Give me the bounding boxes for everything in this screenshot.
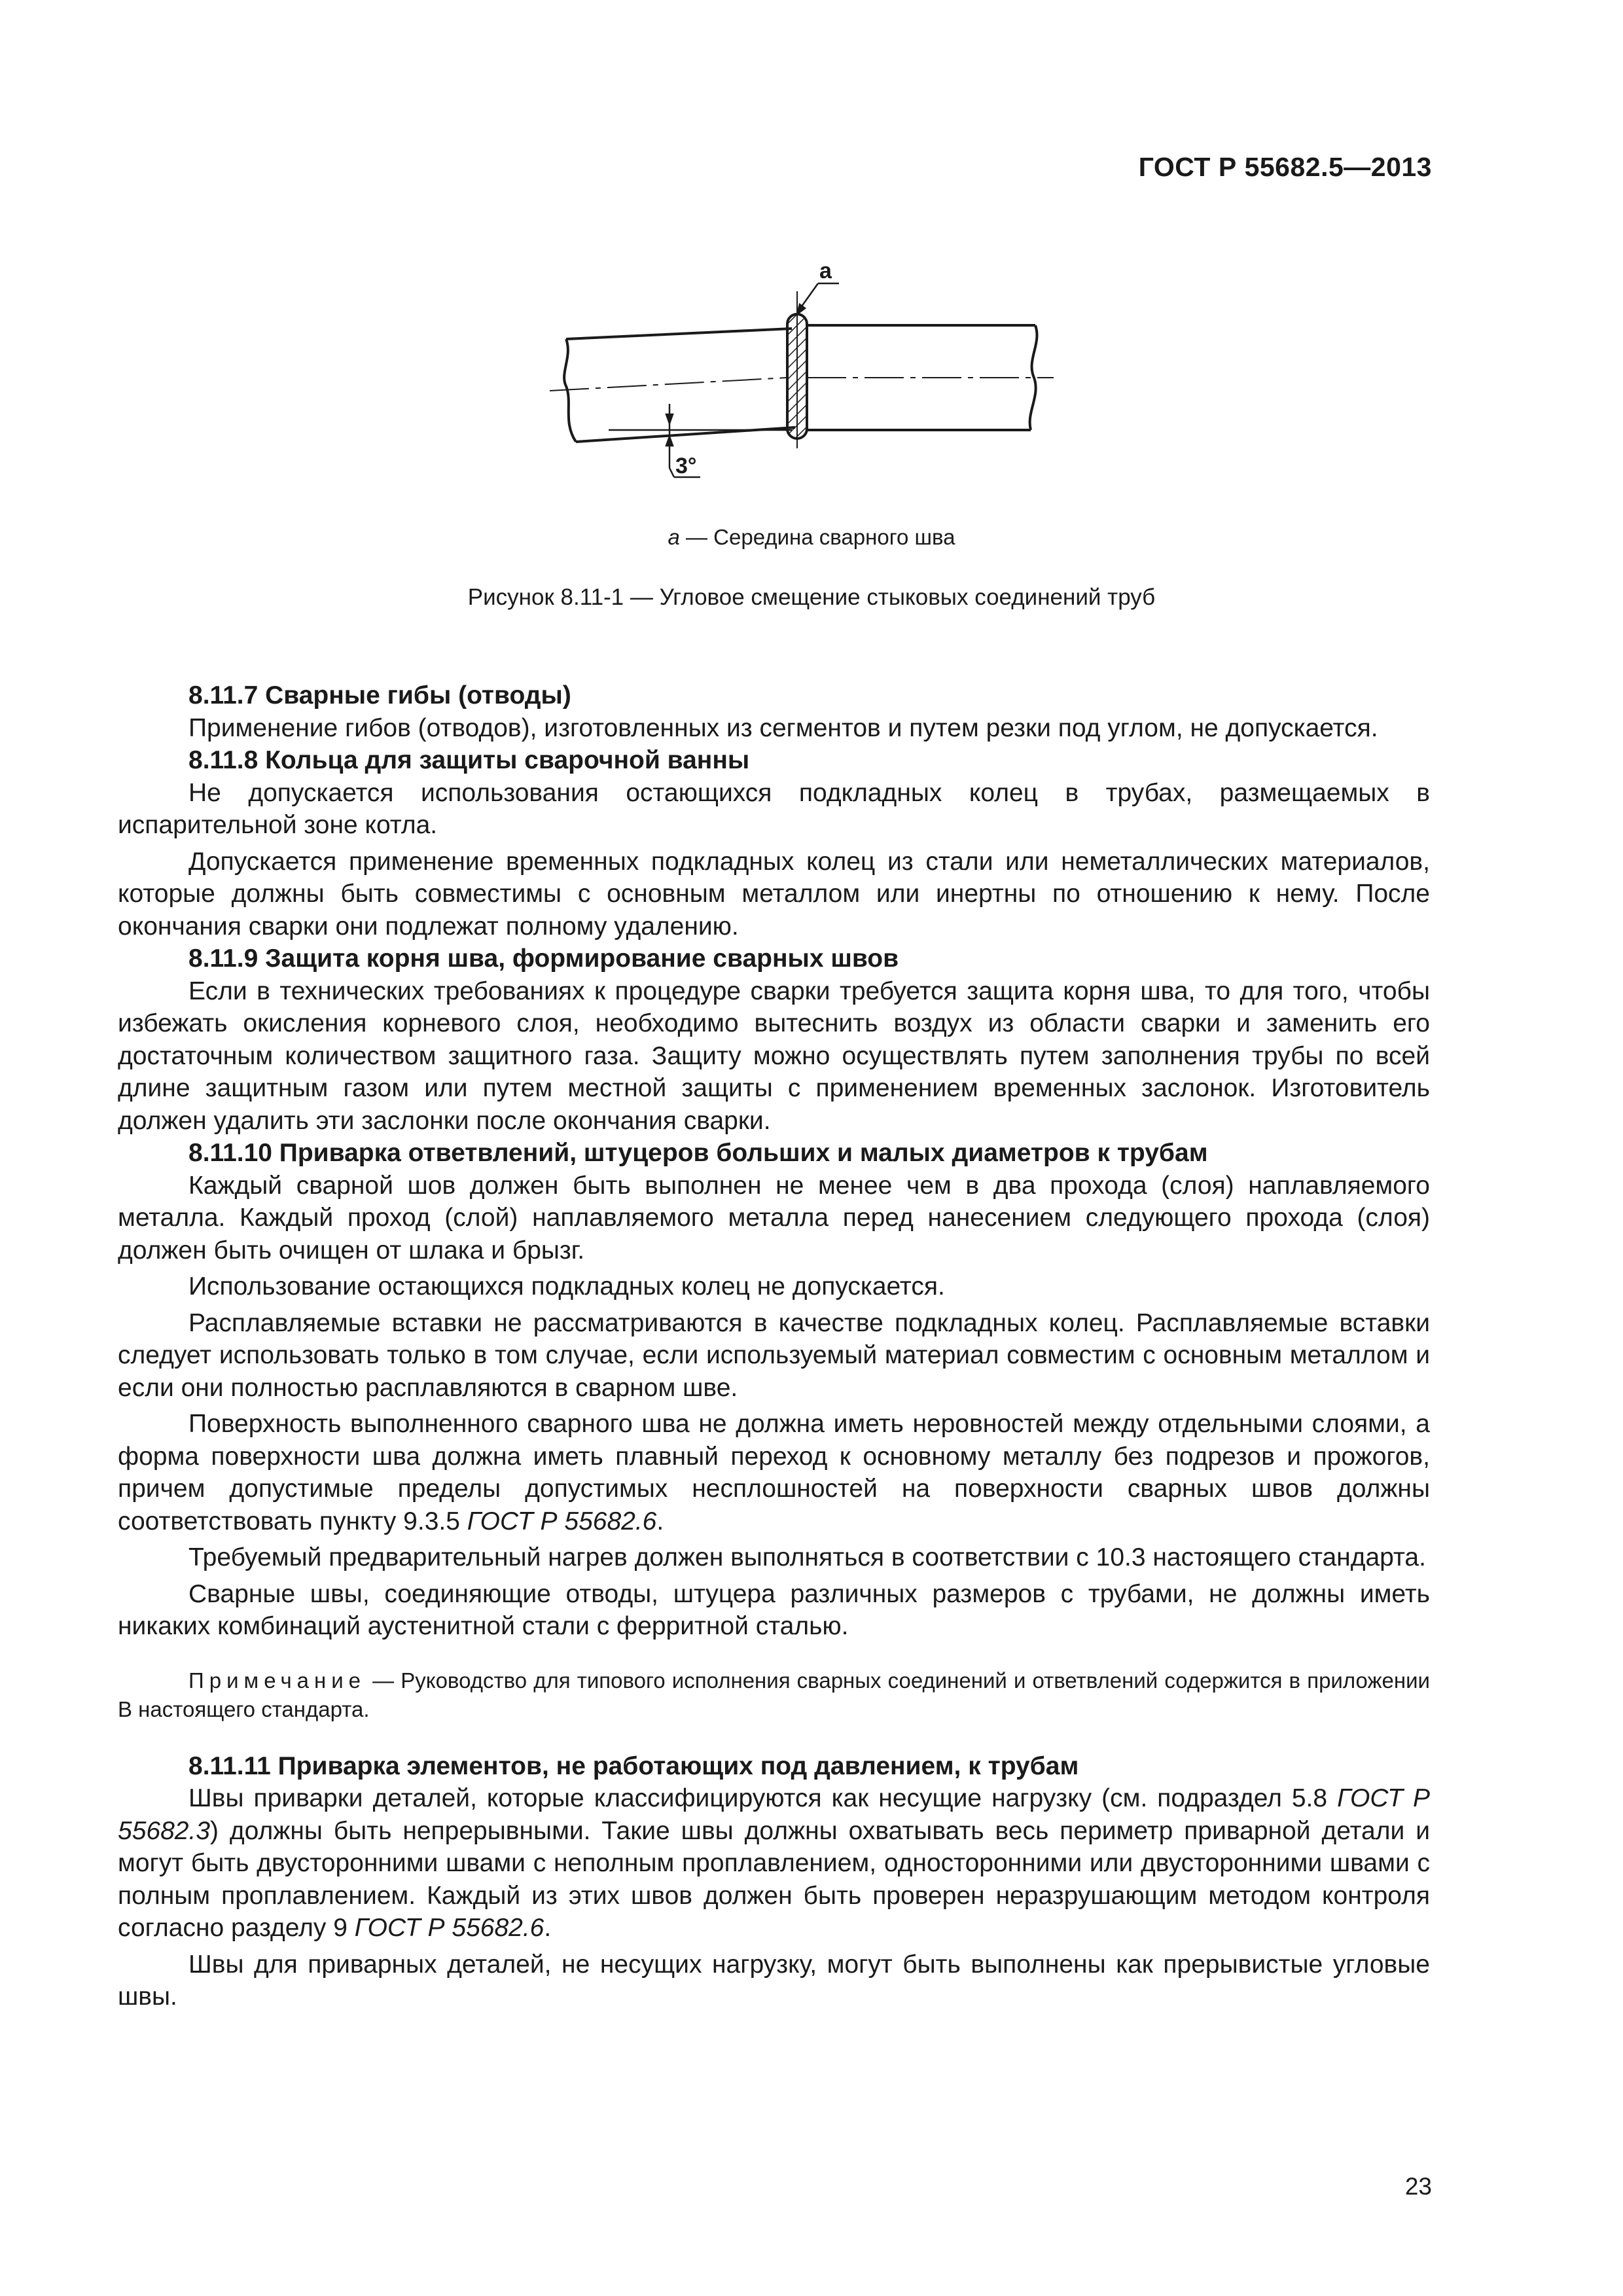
left-pipe bbox=[564, 329, 795, 442]
page-number: 23 bbox=[1404, 2173, 1432, 2200]
paragraph: Требуемый предварительный нагрев должен выполняться в соответствии с 10.3 настоящего стандарта. bbox=[188, 1543, 1426, 1571]
paragraph bbox=[118, 1408, 1430, 1537]
document-header: ГОСТ Р 55682.5—2013 bbox=[1138, 152, 1432, 182]
paragraph: Применение гибов (отводов), изготовленных из сегментов и путем резки под углом, не допускается. bbox=[188, 713, 1378, 742]
paragraph-text: Поверхность выполненного сварного шва не должна иметь неровностей между отдельными слоями, а форма поверхности шва должна иметь плавный переход к основному металлу без подрезов и прожогов, причем допустимые пределы допустимых несплошностей на поверхности сварных швов должны соответствовать пункту 9.3.5 bbox=[118, 1410, 1430, 1535]
section-title-8-11-7: 8.11.7 Сварные гибы (отводы) bbox=[188, 681, 571, 709]
note-text: — Руководство для типового исполнения сварных соединений и ответвлений содержится в приложении В настоящего стандарта. bbox=[118, 1668, 1430, 1721]
paragraph-text: Швы приварки деталей, которые классифицируются как несущие нагрузку (см. подраздел 5.8 bbox=[188, 1784, 1338, 1812]
figure-caption: Рисунок 8.11-1 — Угловое смещение стыковых соединений труб bbox=[467, 584, 1156, 610]
angle-indicator bbox=[609, 404, 792, 477]
section-title-8-11-10: 8.11.10 Приварка ответвлений, штуцеров больших и малых диаметров к трубам bbox=[188, 1139, 1208, 1167]
paragraph: Сварные швы, соединяющие отводы, штуцера различных размеров с трубами, не должны иметь никаких комбинаций аустенитной стали с ферритной сталью. bbox=[118, 1579, 1430, 1640]
paragraph: Если в технических требованиях к процедуре сварки требуется защита корня шва, то для того, чтобы избежать окисления корневого слоя, необходимо вытеснить воздух из области сварки и заменить его достаточным количеством защитного газа. Защиту можно осуществлять путем заполнения трубы по всей длине защитным газом или путем местной защиты с применением временных заслонок. Изготовитель должен удалить эти заслонки после окончания сварки. bbox=[118, 977, 1430, 1135]
pipe-joint-diagram bbox=[537, 252, 1060, 494]
figure-label-angle: 3° bbox=[675, 454, 697, 478]
paragraph bbox=[118, 1782, 1430, 1945]
section-title-8-11-11: 8.11.11 Приварка элементов, не работающих под давлением, к трубам bbox=[188, 1751, 1079, 1780]
figure-pipe-joint bbox=[537, 252, 1060, 494]
paragraph: Не допускается использования остающихся подкладных колец в трубах, размещаемых в испарительной зоне котла. bbox=[118, 778, 1430, 839]
paragraph: Каждый сварной шов должен быть выполнен не менее чем в два прохода (слоя) наплавляемого металла. Каждый проход (слой) наплавляемого металла перед нанесением следующего прохода (слоя) должен быть очищен от шлака и брызг. bbox=[118, 1171, 1430, 1265]
legend-letter: а bbox=[668, 525, 680, 549]
figure-label-a: а bbox=[819, 259, 832, 283]
paragraph: Швы для приварных деталей, не несущих нагрузку, могут быть выполнены как прерывистые угловые швы. bbox=[118, 1950, 1430, 2011]
legend-text: — Середина сварного шва bbox=[679, 525, 955, 549]
section-title-8-11-9: 8.11.9 Защита корня шва, формирование сварных швов bbox=[188, 944, 899, 973]
paragraph-text: . bbox=[544, 1914, 552, 1942]
standard-reference: ГОСТ Р 55682.6 bbox=[467, 1507, 657, 1535]
paragraph-text: . bbox=[656, 1507, 664, 1535]
label-a-leader bbox=[797, 283, 839, 314]
note bbox=[118, 1666, 1430, 1724]
paragraph: Допускается применение временных подкладных колец из стали или неметаллических материалов, которые должны быть совместимы с основным металлом или инертны по отношению к нему. После окончания сварки они подлежат полному удалению. bbox=[118, 847, 1430, 941]
paragraph: Расплавляемые вставки не рассматриваются в качестве подкладных колец. Расплавляемые вставки следует использовать только в том случае, если используемый материал совместим с основным металлом и если они полностью расплавляются в сварном шве. bbox=[118, 1308, 1430, 1402]
section-title-8-11-8: 8.11.8 Кольца для защиты сварочной ванны bbox=[188, 746, 750, 774]
figure-legend bbox=[0, 525, 1623, 550]
paragraph-text: ) должны быть непрерывными. Такие швы должны охватывать весь периметр приварной детали и могут быть двусторонними швами с неполным проплавлением, односторонними или двусторонними швами с полным проплавлением. Каждый из этих швов должен быть проверен неразрушающим методом контроля согласно разделу 9 bbox=[118, 1816, 1430, 1942]
standard-reference: ГОСТ Р 55682.6 bbox=[354, 1914, 544, 1942]
standard-reference: ГОСТ Р 55682.3 bbox=[118, 1784, 1431, 1845]
paragraph: Использование остающихся подкладных колец не допускается. bbox=[188, 1272, 945, 1300]
note-label: Примечание bbox=[188, 1668, 366, 1693]
document-body bbox=[118, 679, 1430, 2013]
